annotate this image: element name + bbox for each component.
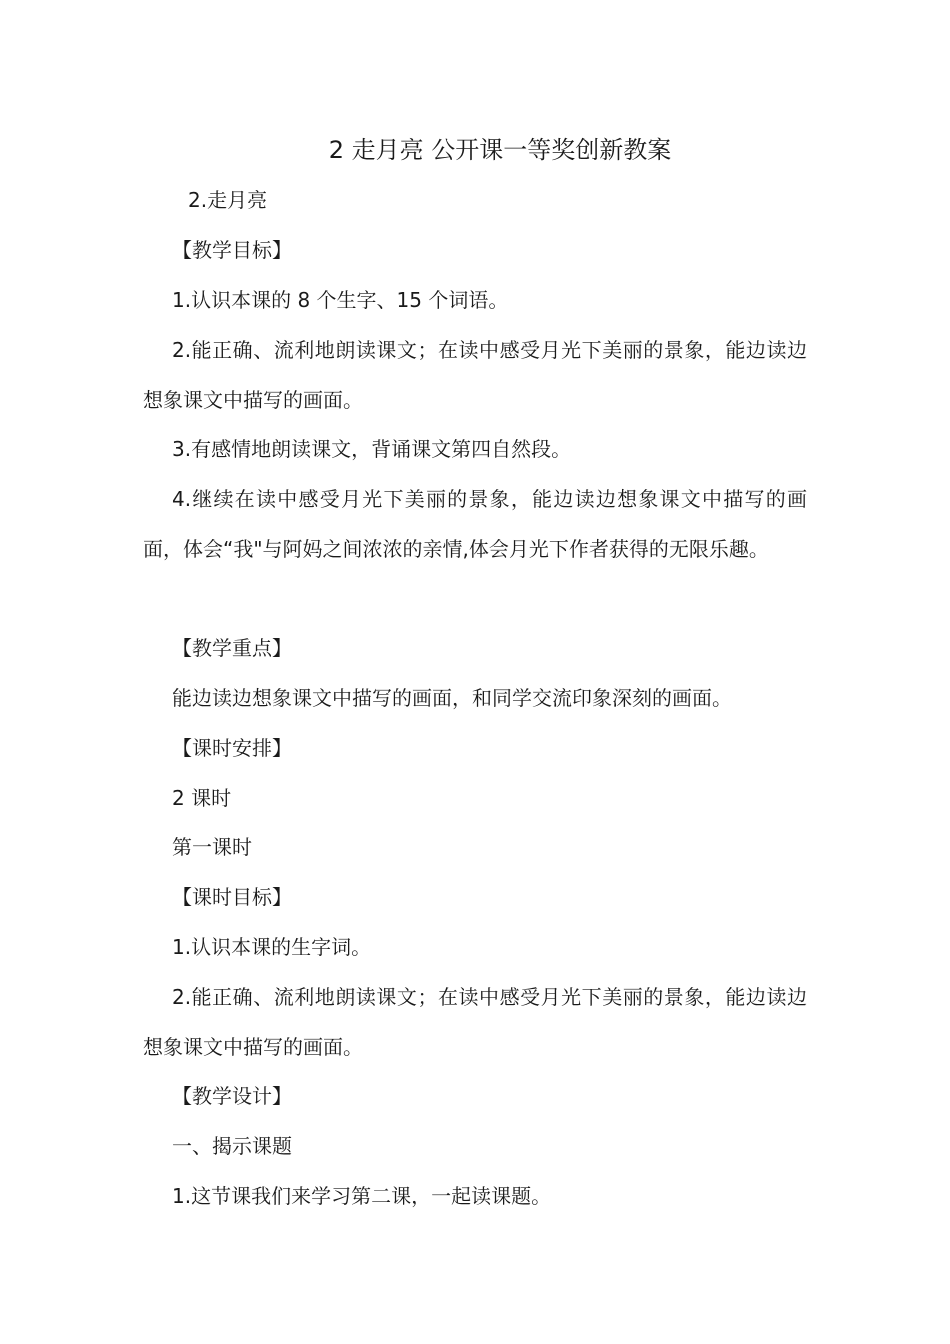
objective-1: 1.认识本课的 8 个生字、15 个词语。 — [172, 288, 509, 312]
document-title: 2 走月亮 公开课一等奖创新教案 — [328, 136, 672, 164]
heading-teaching-design: 【教学设计】 — [172, 1084, 292, 1108]
heading-teaching-focus: 【教学重点】 — [172, 636, 292, 660]
heading-teaching-objectives: 【教学目标】 — [172, 238, 292, 262]
teaching-focus-text: 能边读边想象课文中描写的画面，和同学交流印象深刻的画面。 — [172, 686, 732, 710]
first-lesson-label: 第一课时 — [172, 835, 252, 859]
lesson-goal-2: 2.能正确、流利地朗读课文；在读中感受月光下美丽的景象，能边读边想象课文中描写的画面。 — [143, 985, 807, 1059]
schedule-text: 2 课时 — [172, 786, 232, 810]
heading-schedule: 【课时安排】 — [172, 736, 292, 760]
objective-3: 3.有感情地朗读课文，背诵课文第四自然段。 — [172, 437, 572, 461]
step-1-text: 1.这节课我们来学习第二课，一起读课题。 — [172, 1184, 552, 1208]
heading-lesson-goals: 【课时目标】 — [172, 885, 292, 909]
lesson-goal-1: 1.认识本课的生字词。 — [172, 935, 372, 959]
objective-4: 4.继续在读中感受月光下美丽的景象，能边读边想象课文中描写的画面，体会“我"与阿妈之间浓浓的亲情,体会月光下作者获得的无限乐趣。 — [143, 487, 807, 561]
objective-2: 2.能正确、流利地朗读课文；在读中感受月光下美丽的景象，能边读边想象课文中描写的画面。 — [143, 338, 807, 412]
lesson-subtitle: 2.走月亮 — [188, 188, 268, 212]
section-1-heading: 一、揭示课题 — [172, 1134, 292, 1158]
